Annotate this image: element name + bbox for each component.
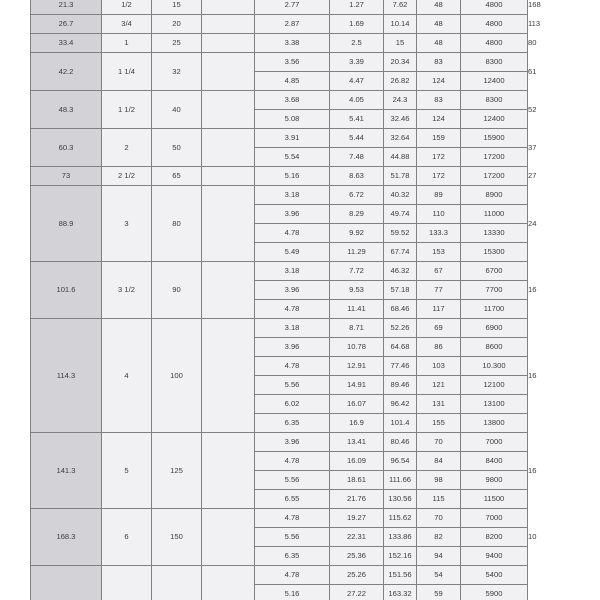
value-cell: 89: [417, 186, 461, 205]
wall-thickness-cell: 5.49: [255, 243, 330, 262]
weight-per-meter-cell: 25.36: [330, 547, 384, 566]
nominal-dn-cell: [152, 566, 202, 600]
spacer-cell: [202, 53, 255, 91]
weight-per-meter-cell: 9.92: [330, 224, 384, 243]
value-cell: 82: [417, 528, 461, 547]
weight-per-meter-cell: 14.91: [330, 376, 384, 395]
table-row: 26.7 3/4 20 2.87 1.69 10.14 48 4800 113: [31, 15, 528, 34]
weight-per-meter-cell: 6.72: [330, 186, 384, 205]
nominal-dn-cell: 90: [152, 262, 202, 319]
value-cell: 69: [417, 319, 461, 338]
wall-thickness-cell: 3.18: [255, 262, 330, 281]
value-cell: 77: [417, 281, 461, 300]
table-body: [31, 0, 541, 600]
value-cell: 67: [417, 262, 461, 281]
weight-per-length-cell: 96.42: [384, 395, 417, 414]
weight-per-meter-cell: 18.61: [330, 471, 384, 490]
spacer-cell: [202, 509, 255, 566]
weight-per-meter-cell: 8.63: [330, 167, 384, 186]
weight-per-meter-cell: 10.78: [330, 338, 384, 357]
outer-diameter-cell: 33.4: [31, 34, 102, 53]
nominal-dn-cell: 25: [152, 34, 202, 53]
weight-per-length-cell: 133.86: [384, 528, 417, 547]
nominal-inch-cell: 1: [102, 34, 152, 53]
weight-per-length-cell: 96.54: [384, 452, 417, 471]
wall-thickness-cell: 3.18: [255, 186, 330, 205]
value-cell: 59: [417, 585, 461, 600]
outer-diameter-cell: 114.3: [31, 319, 102, 433]
nominal-dn-cell: 40: [152, 91, 202, 129]
wall-thickness-cell: 5.08: [255, 110, 330, 129]
nominal-dn-cell: 100: [152, 319, 202, 433]
weight-per-length-cell: 49.74: [384, 205, 417, 224]
weight-per-meter-cell: 21.76: [330, 490, 384, 509]
wall-thickness-cell: 3.91: [255, 129, 330, 148]
value-total-cell: 15300: [461, 243, 528, 262]
value-cell: 84: [417, 452, 461, 471]
weight-per-length-cell: 152.16: [384, 547, 417, 566]
weight-per-meter-cell: 7.72: [330, 262, 384, 281]
weight-per-length-cell: 46.32: [384, 262, 417, 281]
nominal-dn-cell: 32: [152, 53, 202, 91]
weight-per-meter-cell: 7.48: [330, 148, 384, 167]
wall-thickness-cell: 3.96: [255, 433, 330, 452]
value-cell: 86: [417, 338, 461, 357]
value-cell: 133.3: [417, 224, 461, 243]
outer-diameter-cell: 48.3: [31, 91, 102, 129]
weight-per-length-cell: 163.32: [384, 585, 417, 600]
nominal-dn-cell: 65: [152, 167, 202, 186]
spacer-cell: [202, 319, 255, 433]
wall-thickness-cell: 4.78: [255, 300, 330, 319]
wall-thickness-cell: 5.16: [255, 585, 330, 600]
value-cell: 48: [417, 0, 461, 15]
value-total-cell: 12400: [461, 110, 528, 129]
weight-per-length-cell: 101.4: [384, 414, 417, 433]
wall-thickness-cell: 5.56: [255, 471, 330, 490]
nominal-inch-cell: [102, 566, 152, 600]
weight-per-meter-cell: 22.31: [330, 528, 384, 547]
value-cell: 98: [417, 471, 461, 490]
table-row: 60.3 2 50 3.91 5.44 32.64 159 15900 37: [31, 129, 528, 148]
weight-per-meter-cell: 16.07: [330, 395, 384, 414]
value-total-cell: 12100: [461, 376, 528, 395]
spacer-cell: [202, 91, 255, 129]
value-total-cell: 10.300: [461, 357, 528, 376]
wall-thickness-cell: 5.16: [255, 167, 330, 186]
value-total-cell: 9800: [461, 471, 528, 490]
weight-per-length-cell: 20.34: [384, 53, 417, 72]
weight-per-meter-cell: 3.39: [330, 53, 384, 72]
value-cell: 83: [417, 91, 461, 110]
table-row: [31, 566, 528, 585]
wall-thickness-cell: 3.96: [255, 205, 330, 224]
value-total-cell: 4800: [461, 0, 528, 15]
wall-thickness-cell: 4.85: [255, 72, 330, 91]
table-row: 141.3 5 125 3.96 13.41 80.46 70 7000 16: [31, 433, 528, 452]
table-row: 42.2 1 1/4 32 3.56 3.39 20.34 83 8300 61: [31, 53, 528, 72]
table-row: 101.6 3 1/2 90 3.18 7.72 46.32 67 6700 16: [31, 262, 528, 281]
wall-thickness-cell: 3.96: [255, 281, 330, 300]
wall-thickness-cell: 4.78: [255, 224, 330, 243]
wall-thickness-cell: 4.78: [255, 452, 330, 471]
weight-per-meter-cell: 12.91: [330, 357, 384, 376]
weight-per-meter-cell: 13.41: [330, 433, 384, 452]
weight-per-length-cell: 51.78: [384, 167, 417, 186]
outer-diameter-cell: 26.7: [31, 15, 102, 34]
weight-per-length-cell: 68.46: [384, 300, 417, 319]
value-total-cell: 8400: [461, 452, 528, 471]
weight-per-meter-cell: 11.29: [330, 243, 384, 262]
wall-thickness-cell: 6.35: [255, 547, 330, 566]
value-total-cell: 11000: [461, 205, 528, 224]
outer-diameter-cell: 141.3: [31, 433, 102, 509]
wall-thickness-cell: 3.18: [255, 319, 330, 338]
value-total-cell: 7700: [461, 281, 528, 300]
value-total-cell: 11700: [461, 300, 528, 319]
weight-per-meter-cell: 4.47: [330, 72, 384, 91]
spacer-cell: [202, 129, 255, 167]
wall-thickness-cell: 3.56: [255, 53, 330, 72]
value-cell: 70: [417, 509, 461, 528]
nominal-inch-cell: 1 1/4: [102, 53, 152, 91]
nominal-dn-cell: 80: [152, 186, 202, 262]
value-total-cell: 8300: [461, 53, 528, 72]
value-total-cell: 9400: [461, 547, 528, 566]
value-cell: 54: [417, 566, 461, 585]
value-cell: 124: [417, 72, 461, 91]
weight-per-meter-cell: 2.5: [330, 34, 384, 53]
weight-per-meter-cell: 16.09: [330, 452, 384, 471]
weight-per-meter-cell: 8.29: [330, 205, 384, 224]
pipe-spec-table: [30, 0, 541, 600]
spacer-cell: [202, 566, 255, 600]
table-row: 21.3 1/2 15 2.77 1.27 7.62 48 4800 168: [31, 0, 528, 15]
value-total-cell: 8600: [461, 338, 528, 357]
value-cell: 131: [417, 395, 461, 414]
weight-per-meter-cell: 16.9: [330, 414, 384, 433]
weight-per-meter-cell: 19.27: [330, 509, 384, 528]
weight-per-length-cell: 115.62: [384, 509, 417, 528]
spacer-cell: [202, 433, 255, 509]
value-total-cell: 12400: [461, 72, 528, 91]
value-cell: 48: [417, 15, 461, 34]
nominal-inch-cell: 4: [102, 319, 152, 433]
nominal-inch-cell: 3/4: [102, 15, 152, 34]
value-cell: 110: [417, 205, 461, 224]
value-total-cell: 7000: [461, 509, 528, 528]
weight-per-meter-cell: 1.69: [330, 15, 384, 34]
value-total-cell: 6900: [461, 319, 528, 338]
value-cell: 115: [417, 490, 461, 509]
wall-thickness-cell: 2.87: [255, 15, 330, 34]
wall-thickness-cell: 6.02: [255, 395, 330, 414]
weight-per-meter-cell: 9.53: [330, 281, 384, 300]
value-cell: 153: [417, 243, 461, 262]
wall-thickness-cell: 3.38: [255, 34, 330, 53]
outer-diameter-cell: 101.6: [31, 262, 102, 319]
outer-diameter-cell: 42.2: [31, 53, 102, 91]
weight-per-length-cell: 32.64: [384, 129, 417, 148]
weight-per-length-cell: 7.62: [384, 0, 417, 15]
outer-diameter-cell: 60.3: [31, 129, 102, 167]
nominal-inch-cell: 6: [102, 509, 152, 566]
weight-per-length-cell: 26.82: [384, 72, 417, 91]
weight-per-length-cell: 40.32: [384, 186, 417, 205]
value-total-cell: 13800: [461, 414, 528, 433]
value-total-cell: 7000: [461, 433, 528, 452]
spacer-cell: [202, 34, 255, 53]
nominal-inch-cell: 5: [102, 433, 152, 509]
value-cell: 83: [417, 53, 461, 72]
spacer-cell: [202, 15, 255, 34]
value-cell: 103: [417, 357, 461, 376]
nominal-dn-cell: 15: [152, 0, 202, 15]
spacer-cell: [202, 186, 255, 262]
nominal-dn-cell: 20: [152, 15, 202, 34]
value-total-cell: 11500: [461, 490, 528, 509]
weight-per-meter-cell: 25.26: [330, 566, 384, 585]
value-total-cell: 17200: [461, 167, 528, 186]
weight-per-length-cell: 67.74: [384, 243, 417, 262]
value-total-cell: 13330: [461, 224, 528, 243]
weight-per-length-cell: 57.18: [384, 281, 417, 300]
weight-per-length-cell: 24.3: [384, 91, 417, 110]
weight-per-length-cell: 59.52: [384, 224, 417, 243]
outer-diameter-cell: [31, 566, 102, 600]
outer-diameter-cell: 88.9: [31, 186, 102, 262]
value-total-cell: 8200: [461, 528, 528, 547]
weight-per-length-cell: 111.66: [384, 471, 417, 490]
weight-per-length-cell: 10.14: [384, 15, 417, 34]
outer-diameter-cell: 168.3: [31, 509, 102, 566]
wall-thickness-cell: 6.55: [255, 490, 330, 509]
table-row: 33.4 1 25 3.38 2.5 15 48 4800 80: [31, 34, 528, 53]
value-cell: 117: [417, 300, 461, 319]
weight-per-meter-cell: 5.41: [330, 110, 384, 129]
wall-thickness-cell: 5.56: [255, 376, 330, 395]
nominal-dn-cell: 150: [152, 509, 202, 566]
weight-per-length-cell: 44.88: [384, 148, 417, 167]
wall-thickness-cell: 3.96: [255, 338, 330, 357]
wall-thickness-cell: 3.68: [255, 91, 330, 110]
outer-diameter-cell: 21.3: [31, 0, 102, 15]
value-cell: 48: [417, 34, 461, 53]
table-row: 73 2 1/2 65 5.16 8.63 51.78 172 17200 27: [31, 167, 528, 186]
wall-thickness-cell: 6.35: [255, 414, 330, 433]
weight-per-meter-cell: 27.22: [330, 585, 384, 600]
value-total-cell: 13100: [461, 395, 528, 414]
wall-thickness-cell: 4.78: [255, 566, 330, 585]
nominal-inch-cell: 1/2: [102, 0, 152, 15]
value-cell: 124: [417, 110, 461, 129]
value-total-cell: 6700: [461, 262, 528, 281]
value-cell: 159: [417, 129, 461, 148]
weight-per-length-cell: 15: [384, 34, 417, 53]
table-row: 88.9 3 80 3.18 6.72 40.32 89 8900 24: [31, 186, 528, 205]
value-cell: 70: [417, 433, 461, 452]
outer-diameter-cell: 73: [31, 167, 102, 186]
wall-thickness-cell: 4.78: [255, 509, 330, 528]
wall-thickness-cell: 2.77: [255, 0, 330, 15]
value-total-cell: 5400: [461, 566, 528, 585]
nominal-inch-cell: 3 1/2: [102, 262, 152, 319]
spacer-cell: [202, 262, 255, 319]
weight-per-length-cell: 151.56: [384, 566, 417, 585]
weight-per-length-cell: 77.46: [384, 357, 417, 376]
nominal-inch-cell: 1 1/2: [102, 91, 152, 129]
value-cell: 172: [417, 148, 461, 167]
weight-per-meter-cell: 1.27: [330, 0, 384, 15]
nominal-inch-cell: 3: [102, 186, 152, 262]
value-total-cell: 8900: [461, 186, 528, 205]
weight-per-meter-cell: 4.05: [330, 91, 384, 110]
wall-thickness-cell: 4.78: [255, 357, 330, 376]
table-row: 114.3 4 100 3.18 8.71 52.26 69 6900 16: [31, 319, 528, 338]
value-cell: 121: [417, 376, 461, 395]
spacer-cell: [202, 167, 255, 186]
nominal-dn-cell: 125: [152, 433, 202, 509]
wall-thickness-cell: 5.54: [255, 148, 330, 167]
weight-per-meter-cell: 8.71: [330, 319, 384, 338]
table-row: 168.3 6 150 4.78 19.27 115.62 70 7000 10: [31, 509, 528, 528]
weight-per-meter-cell: 5.44: [330, 129, 384, 148]
weight-per-meter-cell: 11.41: [330, 300, 384, 319]
value-total-cell: 5900: [461, 585, 528, 600]
table-row: 48.3 1 1/2 40 3.68 4.05 24.3 83 8300 52: [31, 91, 528, 110]
nominal-inch-cell: 2: [102, 129, 152, 167]
weight-per-length-cell: 64.68: [384, 338, 417, 357]
value-cell: 155: [417, 414, 461, 433]
weight-per-length-cell: 80.46: [384, 433, 417, 452]
value-cell: 172: [417, 167, 461, 186]
value-total-cell: 17200: [461, 148, 528, 167]
value-total-cell: 15900: [461, 129, 528, 148]
value-total-cell: 4800: [461, 34, 528, 53]
value-cell: 94: [417, 547, 461, 566]
weight-per-length-cell: 52.26: [384, 319, 417, 338]
nominal-inch-cell: 2 1/2: [102, 167, 152, 186]
wall-thickness-cell: 5.56: [255, 528, 330, 547]
weight-per-length-cell: 130.56: [384, 490, 417, 509]
weight-per-length-cell: 32.46: [384, 110, 417, 129]
value-total-cell: 4800: [461, 15, 528, 34]
value-total-cell: 8300: [461, 91, 528, 110]
nominal-dn-cell: 50: [152, 129, 202, 167]
weight-per-length-cell: 89.46: [384, 376, 417, 395]
spacer-cell: [202, 0, 255, 15]
